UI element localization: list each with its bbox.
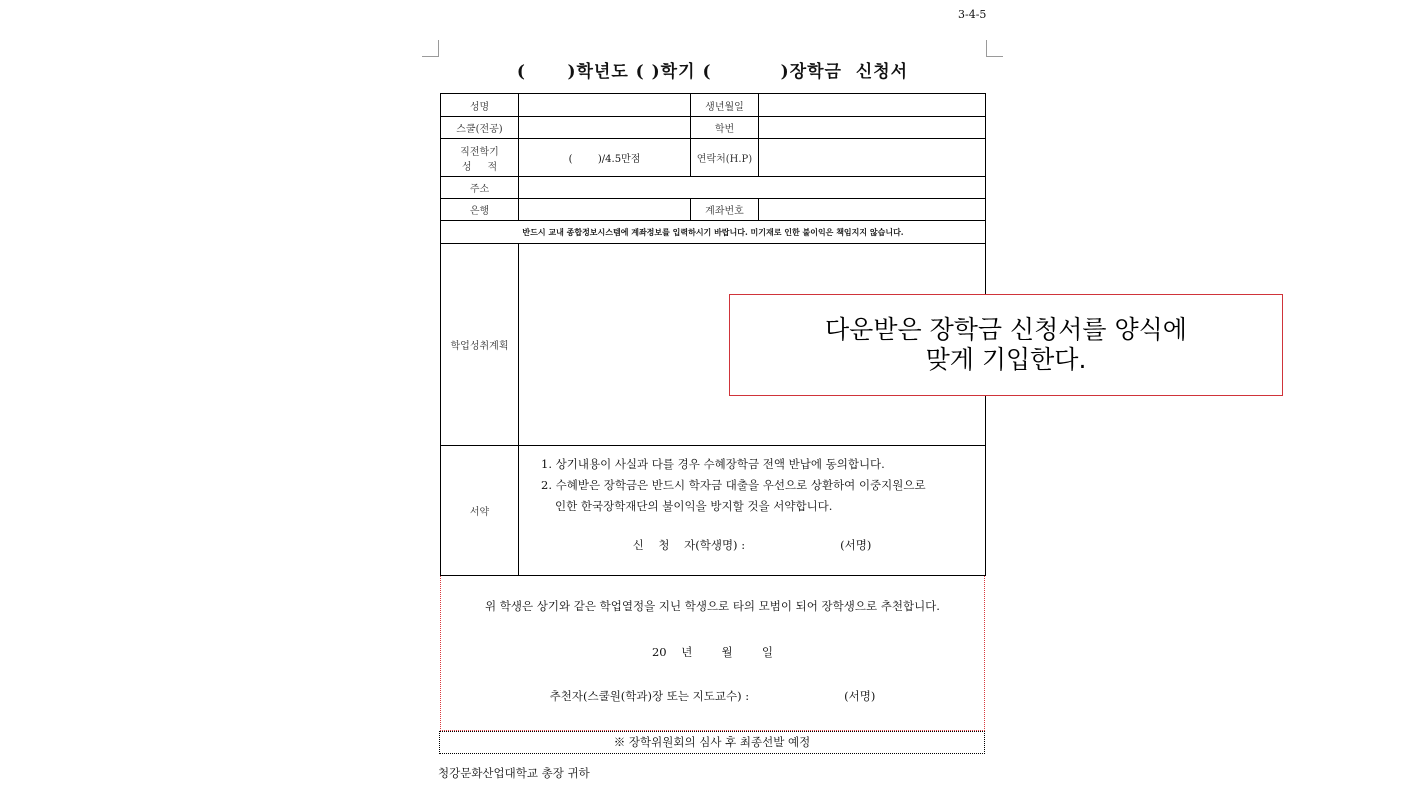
school-field[interactable] [519,117,691,139]
table-row [441,177,986,199]
birth-label: 생년월일 [691,94,759,117]
crop-mark-top-left [422,40,439,57]
bank-field[interactable] [519,199,691,221]
table-row [441,94,986,117]
table-row [441,199,986,221]
addressee: 청강문화산업대학교 총장 귀하 [438,766,590,780]
phone-label: 연락처(H.P) [691,139,759,177]
crop-mark-top-right [986,40,1003,57]
table-row [441,221,986,244]
pledge-item-2-continued: 인한 한국장학재단의 불이익을 방지할 것을 서약합니다. [555,499,833,513]
name-label: 성명 [441,94,519,117]
student-id-field[interactable] [759,117,986,139]
pledge-item-2: 2. 수혜받은 장학금은 반드시 학자금 대출을 우선으로 상환하여 이중지원으로 [541,478,926,492]
form-title: ( )학년도 ( )학기 ( )장학금 신청서 [516,62,909,82]
account-label: 계좌번호 [691,199,759,221]
pledge-item-1: 1. 상기내용이 사실과 다를 경우 수혜장학금 전액 반납에 동의합니다. [541,457,885,471]
pledge-content [519,446,986,576]
recommender-signature-line[interactable]: 추천자(스쿨원(학과)장 또는 지도교수) : (서명) [549,689,876,703]
student-id-label: 학번 [691,117,759,139]
birth-field[interactable] [759,94,986,117]
grade-field[interactable]: ( )/4.5만점 [519,139,691,177]
recommendation-section [440,576,985,731]
page-number: 3-4-5 [958,8,987,21]
account-field[interactable] [759,199,986,221]
selection-footnote: ※ 장학위원회의 심사 후 최종선발 예정 [439,731,985,754]
account-notice: 반드시 교내 종합정보시스템에 계좌정보를 입력하시기 바랍니다. 미기재로 인한 불이익은 책임지지 않습니다. [441,221,986,244]
study-plan-label: 학업성취계획 [441,244,519,446]
applicant-signature-line[interactable]: 신 청 자(학생명) : (서명) [632,538,872,552]
table-row [441,117,986,139]
grade-label-line-2: 성 적 [461,161,498,173]
grade-label-line-1: 직전학기 [460,146,499,158]
address-label: 주소 [441,177,519,199]
phone-field[interactable] [759,139,986,177]
table-row [441,139,986,177]
recommendation-text: 위 학생은 상기와 같은 학업열정을 지닌 학생으로 타의 모범이 되어 장학생으로 추천합니다. [485,599,940,613]
school-label: 스쿨(전공) [441,117,519,139]
name-field[interactable] [519,94,691,117]
grade-label [441,139,519,177]
address-field[interactable] [519,177,986,199]
table-row [441,446,986,576]
callout-line-2: 맞게 기입한다. [925,345,1087,374]
instruction-callout [729,294,1283,396]
bank-label: 은행 [441,199,519,221]
recommendation-date[interactable]: 20 년 월 일 [651,645,774,659]
pledge-label: 서약 [441,446,519,576]
callout-line-1: 다운받은 장학금 신청서를 양식에 [825,315,1187,344]
